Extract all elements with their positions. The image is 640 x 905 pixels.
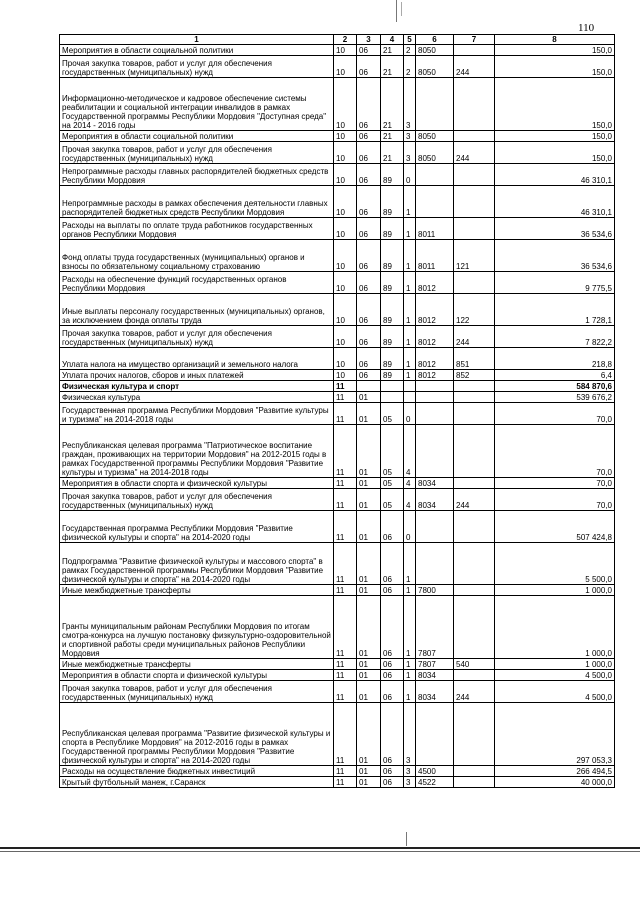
expense-type-cell <box>454 703 495 766</box>
amount-cell: 70,0 <box>495 478 615 489</box>
row-name-cell: Иные межбюджетные трансферты <box>60 659 334 670</box>
article-code-cell <box>416 392 454 403</box>
table-row <box>60 272 615 294</box>
table-row <box>60 45 615 56</box>
program-code-cell: 05 <box>381 425 404 478</box>
amount-cell: 36 534,6 <box>495 240 615 272</box>
row-name-cell: Расходы на осуществление бюджетных инвестиций <box>60 766 334 777</box>
subprogram-code-cell: 4 <box>404 489 416 511</box>
table-row <box>60 370 615 381</box>
subsection-code-cell: 06 <box>357 326 381 348</box>
program-code-cell: 06 <box>381 681 404 703</box>
expense-type-cell <box>454 511 495 543</box>
table-row <box>60 186 615 218</box>
section-code-cell: 10 <box>334 240 357 272</box>
article-code-cell <box>416 186 454 218</box>
subprogram-code-cell: 1 <box>404 326 416 348</box>
article-code-cell: 8012 <box>416 370 454 381</box>
expense-type-cell: 122 <box>454 294 495 326</box>
row-name-cell: Мероприятия в области социальной политики <box>60 131 334 142</box>
table-row <box>60 489 615 511</box>
page-bottom-rule <box>0 847 640 849</box>
program-code-cell <box>381 381 404 392</box>
subsection-code-cell: 06 <box>357 45 381 56</box>
subsection-code-cell: 01 <box>357 777 381 788</box>
table-row <box>60 777 615 788</box>
row-name-cell: Мероприятия в области спорта и физической культуры <box>60 670 334 681</box>
section-code-cell: 10 <box>334 186 357 218</box>
section-code-cell: 11 <box>334 681 357 703</box>
amount-cell: 539 676,2 <box>495 392 615 403</box>
page-bottom-rule-secondary <box>0 851 640 852</box>
program-code-cell: 06 <box>381 543 404 585</box>
table-row <box>60 703 615 766</box>
program-code-cell: 21 <box>381 142 404 164</box>
section-code-cell: 10 <box>334 326 357 348</box>
subprogram-code-cell: 1 <box>404 585 416 596</box>
expense-type-cell <box>454 478 495 489</box>
table-row <box>60 164 615 186</box>
subsection-code-cell: 01 <box>357 478 381 489</box>
row-name-cell: Непрограммные расходы главных распорядителей бюджетных средств Республики Мордовия <box>60 164 334 186</box>
header-cell: 3 <box>357 35 381 45</box>
row-name-cell: Иные выплаты персоналу государственных (муниципальных) органов, за исключением фонда оплаты труда <box>60 294 334 326</box>
article-code-cell: 8012 <box>416 272 454 294</box>
amount-cell: 507 424,8 <box>495 511 615 543</box>
scan-mark-top-secondary <box>401 2 402 16</box>
program-code-cell: 21 <box>381 131 404 142</box>
section-code-cell: 10 <box>334 272 357 294</box>
table-row <box>60 240 615 272</box>
article-code-cell <box>416 543 454 585</box>
program-code-cell: 06 <box>381 596 404 659</box>
amount-cell: 9 775,5 <box>495 272 615 294</box>
program-code-cell: 06 <box>381 659 404 670</box>
program-code-cell: 89 <box>381 272 404 294</box>
row-name-cell: Фонд оплаты труда государственных (муниципальных) органов и взносы по обязательному социальному страхованию <box>60 240 334 272</box>
table-row <box>60 659 615 670</box>
article-code-cell: 7807 <box>416 596 454 659</box>
row-name-cell: Иные межбюджетные трансферты <box>60 585 334 596</box>
subprogram-code-cell: 3 <box>404 703 416 766</box>
section-code-cell: 10 <box>334 142 357 164</box>
amount-cell: 7 822,2 <box>495 326 615 348</box>
program-code-cell: 89 <box>381 348 404 370</box>
subprogram-code-cell: 1 <box>404 272 416 294</box>
table-row <box>60 596 615 659</box>
amount-cell: 36 534,6 <box>495 218 615 240</box>
subsection-code-cell: 01 <box>357 403 381 425</box>
expense-type-cell <box>454 777 495 788</box>
table-row <box>60 381 615 392</box>
subsection-code-cell: 01 <box>357 489 381 511</box>
subsection-code-cell: 01 <box>357 425 381 478</box>
amount-cell: 70,0 <box>495 489 615 511</box>
row-name-cell: Мероприятия в области социальной политики <box>60 45 334 56</box>
row-name-cell: Подпрограмма "Развитие физической культуры и массового спорта" в рамках Государственной программы Республики Мордовия "Развитие физической культуры и спорта" на 2014-2020 годы <box>60 543 334 585</box>
expense-type-cell: 244 <box>454 681 495 703</box>
article-code-cell <box>416 425 454 478</box>
program-code-cell: 06 <box>381 511 404 543</box>
article-code-cell: 7807 <box>416 659 454 670</box>
program-code-cell: 21 <box>381 45 404 56</box>
table-row <box>60 348 615 370</box>
row-name-cell: Уплата налога на имущество организаций и земельного налога <box>60 348 334 370</box>
expense-type-cell: 540 <box>454 659 495 670</box>
article-code-cell: 4500 <box>416 766 454 777</box>
table-row <box>60 511 615 543</box>
row-name-cell: Государственная программа Республики Мордовия "Развитие культуры и туризма" на 2014-2018 годы <box>60 403 334 425</box>
table-row <box>60 78 615 131</box>
header-cell: 6 <box>416 35 454 45</box>
table-row <box>60 326 615 348</box>
row-name-cell: Крытый футбольный манеж, г.Саранск <box>60 777 334 788</box>
amount-cell: 40 000,0 <box>495 777 615 788</box>
section-code-cell: 10 <box>334 56 357 78</box>
program-code-cell: 89 <box>381 164 404 186</box>
article-code-cell: 8050 <box>416 142 454 164</box>
section-code-cell: 11 <box>334 659 357 670</box>
article-code-cell: 8012 <box>416 326 454 348</box>
subprogram-code-cell: 3 <box>404 78 416 131</box>
row-name-cell: Прочая закупка товаров, работ и услуг для обеспечения государственных (муниципальных) нужд <box>60 142 334 164</box>
row-name-cell: Мероприятия в области спорта и физической культуры <box>60 478 334 489</box>
table-row <box>60 681 615 703</box>
subprogram-code-cell: 1 <box>404 240 416 272</box>
expense-type-cell <box>454 381 495 392</box>
row-name-cell: Информационно-методическое и кадровое обеспечение системы реабилитации и социальной интеграции инвалидов в рамках Государственной программы Республики Мордовия "Доступная среда" на 2014 - 2016 годы <box>60 78 334 131</box>
subsection-code-cell: 06 <box>357 218 381 240</box>
row-name-cell: Прочая закупка товаров, работ и услуг для обеспечения государственных (муниципальных) нужд <box>60 326 334 348</box>
program-code-cell: 06 <box>381 766 404 777</box>
subsection-code-cell: 01 <box>357 511 381 543</box>
section-code-cell: 11 <box>334 543 357 585</box>
subprogram-code-cell: 1 <box>404 294 416 326</box>
table-row <box>60 403 615 425</box>
program-code-cell: 05 <box>381 489 404 511</box>
program-code-cell: 89 <box>381 186 404 218</box>
subsection-code-cell: 06 <box>357 348 381 370</box>
row-name-cell: Прочая закупка товаров, работ и услуг для обеспечения государственных (муниципальных) нужд <box>60 489 334 511</box>
article-code-cell <box>416 511 454 543</box>
section-code-cell: 11 <box>334 766 357 777</box>
section-code-cell: 10 <box>334 370 357 381</box>
subprogram-code-cell: 4 <box>404 478 416 489</box>
subsection-code-cell: 01 <box>357 543 381 585</box>
subsection-code-cell: 01 <box>357 681 381 703</box>
article-code-cell: 8012 <box>416 348 454 370</box>
amount-cell: 5 500,0 <box>495 543 615 585</box>
expense-type-cell: 851 <box>454 348 495 370</box>
subprogram-code-cell: 1 <box>404 186 416 218</box>
amount-cell: 70,0 <box>495 425 615 478</box>
budget-table-body <box>60 35 615 788</box>
expense-type-cell <box>454 766 495 777</box>
amount-cell: 1 000,0 <box>495 585 615 596</box>
subprogram-code-cell <box>404 392 416 403</box>
subsection-code-cell: 01 <box>357 596 381 659</box>
subprogram-code-cell: 0 <box>404 511 416 543</box>
subsection-code-cell: 06 <box>357 131 381 142</box>
article-code-cell <box>416 403 454 425</box>
amount-cell: 150,0 <box>495 45 615 56</box>
section-code-cell: 10 <box>334 45 357 56</box>
program-code-cell: 89 <box>381 294 404 326</box>
article-code-cell <box>416 381 454 392</box>
article-code-cell: 8011 <box>416 218 454 240</box>
article-code-cell: 8034 <box>416 478 454 489</box>
subsection-code-cell <box>357 381 381 392</box>
program-code-cell: 06 <box>381 777 404 788</box>
subprogram-code-cell: 0 <box>404 403 416 425</box>
program-code-cell: 06 <box>381 670 404 681</box>
expense-type-cell <box>454 131 495 142</box>
article-code-cell: 4522 <box>416 777 454 788</box>
section-code-cell: 11 <box>334 670 357 681</box>
subprogram-code-cell: 1 <box>404 348 416 370</box>
subprogram-code-cell: 0 <box>404 164 416 186</box>
table-row <box>60 142 615 164</box>
subprogram-code-cell: 1 <box>404 670 416 681</box>
subprogram-code-cell: 3 <box>404 766 416 777</box>
section-code-cell: 10 <box>334 294 357 326</box>
expense-type-cell: 852 <box>454 370 495 381</box>
table-row <box>60 543 615 585</box>
expense-type-cell <box>454 186 495 218</box>
subsection-code-cell: 06 <box>357 164 381 186</box>
subsection-code-cell: 06 <box>357 56 381 78</box>
section-code-cell: 11 <box>334 381 357 392</box>
subsection-code-cell: 01 <box>357 670 381 681</box>
subprogram-code-cell: 1 <box>404 681 416 703</box>
subsection-code-cell: 06 <box>357 142 381 164</box>
article-code-cell: 8034 <box>416 681 454 703</box>
article-code-cell: 8050 <box>416 45 454 56</box>
expense-type-cell <box>454 164 495 186</box>
row-name-cell: Непрограммные расходы в рамках обеспечения деятельности главных распорядителей бюджетных средств Республики Мордовия <box>60 186 334 218</box>
article-code-cell: 8034 <box>416 670 454 681</box>
row-name-cell: Прочая закупка товаров, работ и услуг для обеспечения государственных (муниципальных) нужд <box>60 56 334 78</box>
scan-mark-bottom <box>406 832 407 846</box>
article-code-cell: 8050 <box>416 56 454 78</box>
amount-cell: 150,0 <box>495 78 615 131</box>
budget-table <box>59 34 615 788</box>
subsection-code-cell: 01 <box>357 766 381 777</box>
expense-type-cell <box>454 425 495 478</box>
section-code-cell: 11 <box>334 478 357 489</box>
expense-type-cell <box>454 392 495 403</box>
expense-type-cell: 244 <box>454 489 495 511</box>
header-cell: 4 <box>381 35 404 45</box>
subprogram-code-cell: 2 <box>404 45 416 56</box>
row-name-cell: Государственная программа Республики Мордовия "Развитие физической культуры и спорта" на 2014-2020 годы <box>60 511 334 543</box>
section-code-cell: 11 <box>334 403 357 425</box>
article-code-cell <box>416 164 454 186</box>
program-code-cell: 06 <box>381 703 404 766</box>
expense-type-cell: 244 <box>454 56 495 78</box>
amount-cell: 266 494,5 <box>495 766 615 777</box>
program-code-cell: 05 <box>381 403 404 425</box>
section-code-cell: 10 <box>334 348 357 370</box>
amount-cell: 1 000,0 <box>495 659 615 670</box>
subsection-code-cell: 06 <box>357 240 381 272</box>
subprogram-code-cell: 1 <box>404 543 416 585</box>
row-name-cell: Физическая культура и спорт <box>60 381 334 392</box>
article-code-cell: 8050 <box>416 131 454 142</box>
amount-cell: 218,8 <box>495 348 615 370</box>
table-row <box>60 585 615 596</box>
article-code-cell: 7800 <box>416 585 454 596</box>
program-code-cell: 06 <box>381 585 404 596</box>
table-row <box>60 131 615 142</box>
row-name-cell: Республиканская целевая программа "Развитие физической культуры и спорта в Республике Мордовия" на 2012-2016 годы в рамках Государственной программы Республики Мордовия "Развитие физической культуры и спорта" на 2014-2020 годы <box>60 703 334 766</box>
amount-cell: 150,0 <box>495 56 615 78</box>
subprogram-code-cell: 3 <box>404 131 416 142</box>
table-row <box>60 478 615 489</box>
expense-type-cell <box>454 272 495 294</box>
program-code-cell: 21 <box>381 78 404 131</box>
page-number: 110 <box>578 22 595 34</box>
table-row <box>60 392 615 403</box>
subprogram-code-cell: 2 <box>404 56 416 78</box>
scan-mark-top <box>396 0 397 22</box>
subprogram-code-cell: 1 <box>404 370 416 381</box>
section-code-cell: 11 <box>334 425 357 478</box>
subprogram-code-cell <box>404 381 416 392</box>
subsection-code-cell: 06 <box>357 272 381 294</box>
table-row <box>60 670 615 681</box>
subsection-code-cell: 06 <box>357 294 381 326</box>
expense-type-cell: 244 <box>454 142 495 164</box>
section-code-cell: 10 <box>334 164 357 186</box>
amount-cell: 4 500,0 <box>495 681 615 703</box>
table-row <box>60 218 615 240</box>
amount-cell: 46 310,1 <box>495 186 615 218</box>
amount-cell: 1 000,0 <box>495 596 615 659</box>
section-code-cell: 10 <box>334 218 357 240</box>
amount-cell: 6,4 <box>495 370 615 381</box>
amount-cell: 46 310,1 <box>495 164 615 186</box>
program-code-cell: 89 <box>381 326 404 348</box>
amount-cell: 297 053,3 <box>495 703 615 766</box>
program-code-cell: 89 <box>381 370 404 381</box>
subsection-code-cell: 01 <box>357 585 381 596</box>
table-row <box>60 56 615 78</box>
subprogram-code-cell: 3 <box>404 142 416 164</box>
subprogram-code-cell: 1 <box>404 218 416 240</box>
row-name-cell: Физическая культура <box>60 392 334 403</box>
expense-type-cell <box>454 78 495 131</box>
amount-cell: 150,0 <box>495 142 615 164</box>
header-cell: 7 <box>454 35 495 45</box>
table-row <box>60 425 615 478</box>
section-code-cell: 10 <box>334 131 357 142</box>
row-name-cell: Расходы на выплаты по оплате труда работников государственных органов Республики Мордовия <box>60 218 334 240</box>
amount-cell: 70,0 <box>495 403 615 425</box>
header-cell: 8 <box>495 35 615 45</box>
expense-type-cell: 121 <box>454 240 495 272</box>
amount-cell: 4 500,0 <box>495 670 615 681</box>
subsection-code-cell: 01 <box>357 392 381 403</box>
article-code-cell <box>416 703 454 766</box>
header-cell: 2 <box>334 35 357 45</box>
expense-type-cell <box>454 218 495 240</box>
article-code-cell <box>416 78 454 131</box>
section-code-cell: 11 <box>334 489 357 511</box>
subsection-code-cell: 01 <box>357 659 381 670</box>
section-code-cell: 11 <box>334 596 357 659</box>
row-name-cell: Республиканская целевая программа "Патриотическое воспитание граждан, проживающих на территории Мордовия" на 2012-2015 годы в рамках Государственной программы Республики Мордовия "Развитие культуры и туризма" на 2014-2018 годы <box>60 425 334 478</box>
section-code-cell: 11 <box>334 703 357 766</box>
expense-type-cell <box>454 45 495 56</box>
amount-cell: 584 870,6 <box>495 381 615 392</box>
article-code-cell: 8011 <box>416 240 454 272</box>
expense-type-cell <box>454 543 495 585</box>
subsection-code-cell: 06 <box>357 370 381 381</box>
table-row <box>60 294 615 326</box>
expense-type-cell <box>454 670 495 681</box>
header-cell: 1 <box>60 35 334 45</box>
program-code-cell: 89 <box>381 240 404 272</box>
subsection-code-cell: 01 <box>357 703 381 766</box>
amount-cell: 150,0 <box>495 131 615 142</box>
expense-type-cell <box>454 585 495 596</box>
program-code-cell: 05 <box>381 478 404 489</box>
section-code-cell: 11 <box>334 585 357 596</box>
program-code-cell: 89 <box>381 218 404 240</box>
article-code-cell: 8012 <box>416 294 454 326</box>
section-code-cell: 11 <box>334 392 357 403</box>
expense-type-cell <box>454 596 495 659</box>
subprogram-code-cell: 4 <box>404 425 416 478</box>
subprogram-code-cell: 1 <box>404 596 416 659</box>
row-name-cell: Уплата прочих налогов, сборов и иных платежей <box>60 370 334 381</box>
subprogram-code-cell: 1 <box>404 659 416 670</box>
subsection-code-cell: 06 <box>357 78 381 131</box>
subsection-code-cell: 06 <box>357 186 381 218</box>
program-code-cell: 21 <box>381 56 404 78</box>
amount-cell: 1 728,1 <box>495 294 615 326</box>
table-header-row <box>60 35 615 45</box>
section-code-cell: 10 <box>334 78 357 131</box>
subprogram-code-cell: 3 <box>404 777 416 788</box>
program-code-cell <box>381 392 404 403</box>
row-name-cell: Прочая закупка товаров, работ и услуг для обеспечения государственных (муниципальных) нужд <box>60 681 334 703</box>
row-name-cell: Гранты муниципальным районам Республики Мордовия по итогам смотра-конкурса на лучшую постановку физкультурно-оздоровительной и спортивной работы среди муниципальных районов Республики Мордовия <box>60 596 334 659</box>
article-code-cell: 8034 <box>416 489 454 511</box>
section-code-cell: 11 <box>334 777 357 788</box>
expense-type-cell <box>454 403 495 425</box>
table-row <box>60 766 615 777</box>
header-cell: 5 <box>404 35 416 45</box>
expense-type-cell: 244 <box>454 326 495 348</box>
section-code-cell: 11 <box>334 511 357 543</box>
row-name-cell: Расходы на обеспечение функций государственных органов Республики Мордовия <box>60 272 334 294</box>
